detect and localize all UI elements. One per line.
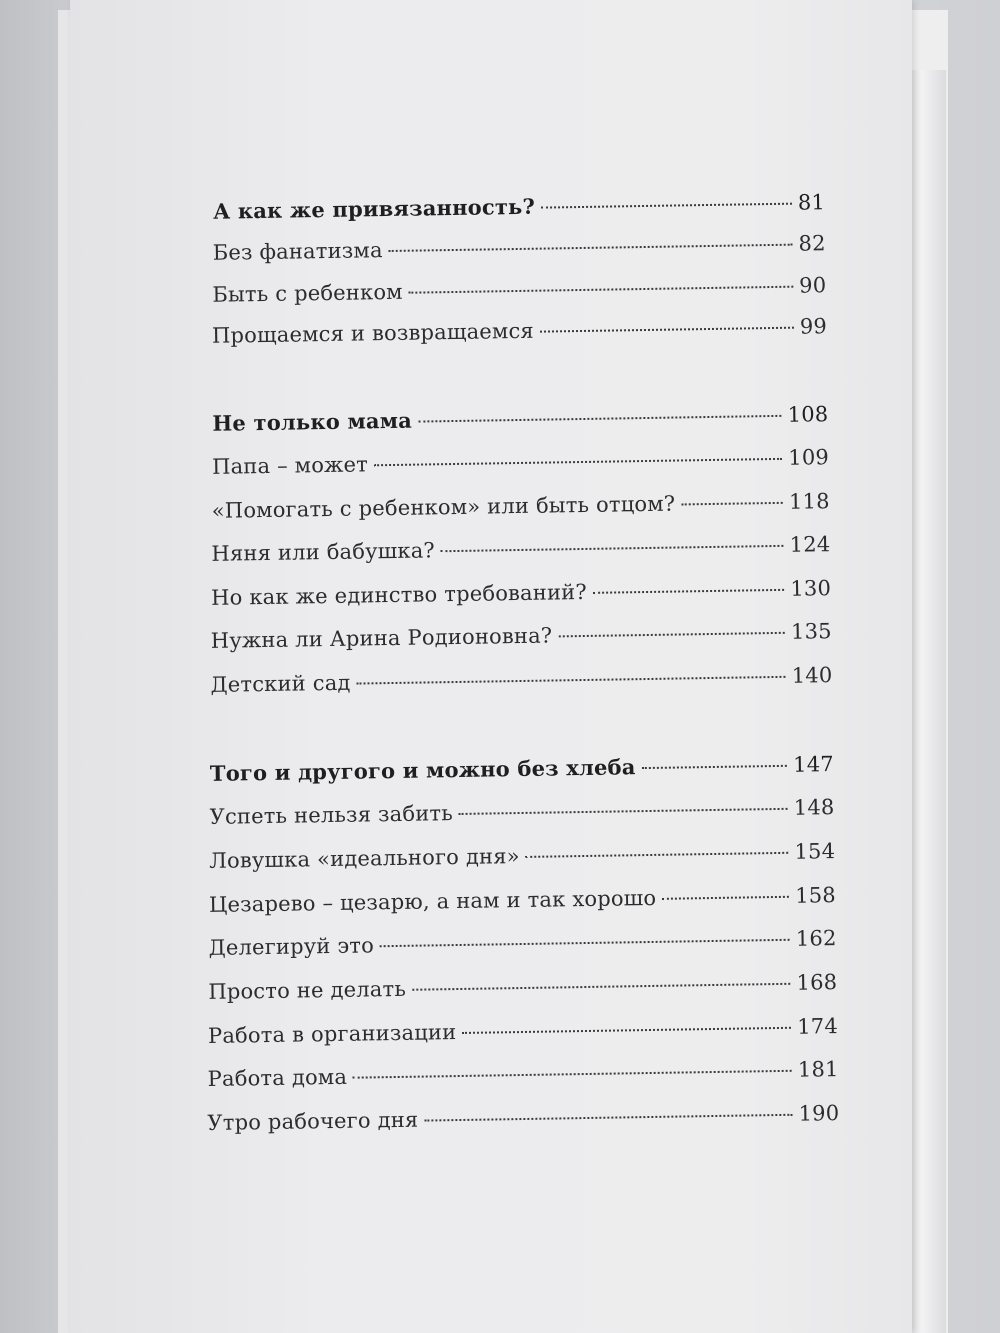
toc-title: Того и другого и можно без хлеба — [209, 754, 636, 786]
toc-page-number: 181 — [797, 1057, 839, 1082]
toc-title: А как же привязанность? — [212, 193, 536, 224]
toc-leader — [540, 327, 794, 333]
toc-page-number: 82 — [798, 231, 826, 256]
toc-leader — [418, 415, 782, 423]
toc-leader — [424, 1114, 792, 1122]
toc-entry — [213, 231, 826, 265]
toc-page-number: 135 — [790, 619, 832, 644]
toc-leader — [558, 632, 785, 638]
toc-entry — [209, 839, 835, 873]
toc-title: Прощаемся и возвращаемся — [211, 318, 535, 348]
toc-title: Но как же единство требований? — [210, 579, 588, 610]
toc-page-number: 90 — [798, 273, 827, 298]
toc-title: Работа в организации — [207, 1020, 457, 1048]
toc-page-number: 108 — [787, 402, 829, 427]
toc-title: «Помогать с ребенком» или быть отцом? — [211, 491, 676, 523]
toc-leader — [412, 983, 791, 991]
toc-page-number: 124 — [789, 532, 831, 557]
toc-title: Успеть нельзя забить — [209, 801, 454, 829]
toc-leader — [353, 1070, 792, 1079]
toc-title: Работа дома — [207, 1064, 348, 1091]
toc-leader — [380, 939, 790, 947]
toc-entry — [212, 314, 827, 348]
toc-leader — [409, 286, 793, 294]
toc-title: Нужна ли Арина Родионовна? — [210, 623, 553, 653]
toc-leader — [462, 1027, 791, 1034]
toc-leader — [662, 896, 789, 900]
toc-title: Без фанатизма — [212, 238, 383, 265]
toc-leader — [642, 765, 788, 769]
toc-title: Папа – может — [211, 452, 369, 479]
toc-page-number: 118 — [788, 489, 830, 514]
toc-entry — [208, 970, 837, 1004]
toc-page-number: 158 — [795, 883, 837, 908]
toc-title: Просто не делать — [208, 976, 407, 1004]
toc-page-number: 99 — [799, 314, 828, 339]
toc-page-number: 162 — [795, 926, 837, 951]
toc-entry — [211, 619, 832, 653]
toc-title: Ловушка «идеального дня» — [209, 844, 520, 873]
toc-entry — [211, 532, 830, 566]
toc-title: Цезарево – цезарю, а нам и так хорошо — [208, 885, 657, 917]
toc-page-number: 168 — [796, 970, 838, 995]
toc-page-number: 190 — [798, 1101, 840, 1126]
toc-heading — [213, 189, 825, 224]
toc-entry — [208, 1014, 838, 1048]
toc-leader — [681, 502, 783, 506]
toc-entry — [209, 795, 834, 829]
toc-heading — [210, 751, 834, 786]
toc-title: Няня или бабушка? — [211, 538, 436, 566]
toc-leader — [389, 244, 793, 252]
toc-leader — [593, 589, 785, 594]
toc-title: Делегируй это — [208, 933, 375, 960]
toc-entry — [210, 663, 832, 697]
toc-leader — [459, 808, 788, 815]
toc-entry — [208, 1057, 839, 1091]
toc-entry — [208, 926, 836, 960]
toc-title: Утро рабочего дня — [207, 1107, 419, 1135]
toc-leader — [441, 545, 784, 552]
toc-page-number: 174 — [797, 1014, 839, 1039]
toc-page-number: 81 — [797, 190, 826, 215]
toc-page-number: 109 — [788, 445, 830, 470]
toc-page-number: 148 — [793, 795, 835, 820]
toc-entry — [209, 883, 836, 917]
toc-entry — [211, 576, 831, 610]
toc-leader — [357, 676, 786, 685]
toc-entry — [212, 273, 826, 307]
toc-entry — [207, 1101, 839, 1135]
toc-leader — [374, 458, 782, 466]
toc-page-number: 140 — [791, 663, 833, 688]
toc-entry — [212, 445, 829, 479]
toc-title: Детский сад — [210, 670, 351, 697]
toc-heading — [212, 401, 828, 436]
toc-page-number: 130 — [790, 576, 832, 601]
toc-entry — [212, 489, 830, 523]
toc-page-number: 154 — [794, 839, 836, 864]
toc-title: Быть с ребенком — [212, 279, 403, 307]
toc-leader — [541, 203, 792, 209]
toc-title: Не только мама — [212, 407, 413, 436]
toc-leader — [526, 852, 789, 858]
toc-page-number: 147 — [792, 752, 835, 777]
